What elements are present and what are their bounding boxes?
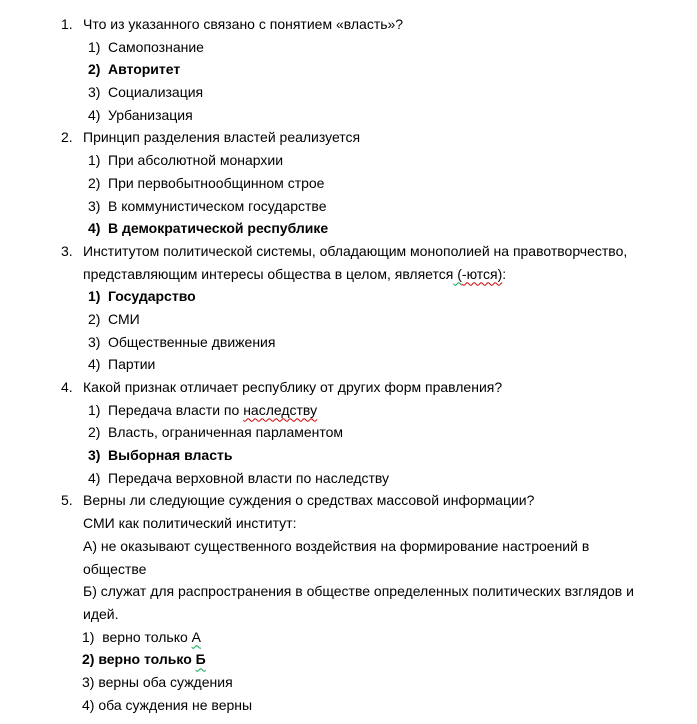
question-4-title — [0, 376, 697, 399]
option-text: Передача власти по — [108, 401, 244, 418]
option-number: 1) — [82, 628, 103, 645]
question-4-option-2 — [0, 421, 697, 444]
option-number: 1) — [88, 401, 101, 418]
question-5-number: 5. — [61, 492, 73, 509]
option-text: Самопознание — [108, 38, 204, 55]
question-1-option-3 — [0, 81, 697, 104]
question-1-number: 1. — [61, 16, 73, 32]
option-number: 4) — [88, 469, 101, 486]
option-text: Урбанизация — [108, 106, 193, 123]
option-text: Социализация — [108, 84, 204, 101]
question-5-title — [0, 489, 697, 512]
question-5-text-line-6 — [0, 603, 697, 626]
question-text: А) не оказывают существенного воздействия на формирование настроений в — [83, 537, 590, 554]
option-number: 1) — [88, 152, 101, 169]
option-number: 2) — [88, 424, 101, 441]
option-number: 4) — [88, 356, 101, 373]
spellcheck-error-text: -ются) — [461, 265, 503, 282]
question-text: Верны ли следующие суждения о средствах массовой информации? — [83, 492, 535, 509]
question-5-text-line-2 — [0, 512, 697, 535]
option-text: верны оба суждения — [98, 673, 233, 690]
question-1-option-4 — [0, 104, 697, 127]
question-2-option-3 — [0, 195, 697, 218]
option-number: 2) — [88, 310, 101, 327]
option-number: 3) — [88, 197, 101, 214]
option-text: Государство — [108, 288, 196, 305]
question-4-option-4 — [0, 467, 697, 490]
question-3-number: 3. — [61, 242, 73, 259]
question-text: Какой признак отличает республику от других форм правления? — [83, 379, 503, 395]
question-text: Что из указанного связано с понятием «власть»? — [83, 16, 404, 32]
grammar-error-text: Б — [195, 651, 206, 668]
question-1-option-1 — [0, 36, 697, 59]
option-number: 1) — [88, 288, 101, 305]
question-text: идей. — [83, 605, 119, 622]
question-4-number: 4. — [61, 379, 73, 395]
question-text: представляющим интересы общества в целом, является — [83, 265, 454, 282]
option-text: При первобытнообщинном строе — [108, 174, 325, 191]
question-5-option-2-correct — [0, 648, 697, 671]
option-text: СМИ — [108, 310, 140, 327]
option-text: В коммунистическом государстве — [108, 197, 327, 214]
option-text: верно только — [102, 628, 192, 645]
option-text: верно только — [98, 651, 196, 668]
option-text: Передача верховной власти по наследству — [108, 469, 390, 486]
option-text: Партии — [108, 356, 156, 373]
question-text: Принцип разделения властей реализуется — [83, 129, 361, 146]
option-number: 3) — [82, 673, 99, 690]
option-number: 4) — [82, 696, 99, 713]
option-text: В демократической республике — [108, 220, 329, 237]
question-5-option-3 — [0, 671, 697, 694]
option-text: При абсолютной монархии — [108, 152, 284, 169]
question-text: Б) служат для распространения в обществе определенных политических взглядов и — [83, 583, 634, 600]
question-3-option-4 — [0, 353, 697, 376]
option-number: 4) — [88, 220, 101, 237]
question-5-text-line-3 — [0, 535, 697, 558]
question-5-option-1 — [0, 626, 697, 649]
question-3-option-2 — [0, 308, 697, 331]
quiz-questions — [0, 13, 697, 716]
option-number: 1) — [88, 38, 101, 55]
question-4-option-3-correct — [0, 444, 697, 467]
option-text: Власть, ограниченная парламентом — [108, 424, 344, 441]
question-5-option-4 — [0, 694, 697, 717]
question-1-option-2-correct — [0, 58, 697, 81]
grammar-error-text: А — [191, 628, 201, 645]
option-number: 3) — [88, 447, 101, 464]
question-3-option-3 — [0, 331, 697, 354]
question-3-option-1-correct — [0, 285, 697, 308]
grammar-error-text: ( — [453, 265, 462, 282]
question-2-option-4-correct — [0, 217, 697, 240]
option-number: 4) — [88, 106, 101, 123]
question-2-number: 2. — [61, 129, 73, 146]
question-2-title — [0, 126, 697, 149]
question-3-text-line-2 — [0, 263, 697, 286]
option-text: Авторитет — [108, 61, 181, 78]
question-text: Институтом политической системы, обладающим монополией на правотворчество, — [83, 242, 628, 259]
option-number: 3) — [88, 84, 101, 101]
question-text: обществе — [83, 560, 147, 577]
option-number: 2) — [88, 61, 101, 78]
option-text: оба суждения не верны — [98, 696, 253, 713]
question-text: СМИ как политический институт: — [83, 515, 297, 532]
question-5-text-line-5 — [0, 580, 697, 603]
question-3-title — [0, 240, 697, 263]
option-text: Общественные движения — [108, 333, 276, 350]
question-5-text-line-4 — [0, 558, 697, 581]
question-2-option-1 — [0, 149, 697, 172]
question-2-option-2 — [0, 172, 697, 195]
spellcheck-error-text: наследству — [243, 401, 318, 418]
question-4-option-1 — [0, 399, 697, 422]
option-number: 3) — [88, 333, 101, 350]
question-1-title — [0, 13, 697, 36]
question-text: : — [502, 265, 507, 282]
option-number: 2) — [82, 651, 99, 668]
option-text: Выборная власть — [108, 447, 233, 464]
option-number: 2) — [88, 174, 101, 191]
